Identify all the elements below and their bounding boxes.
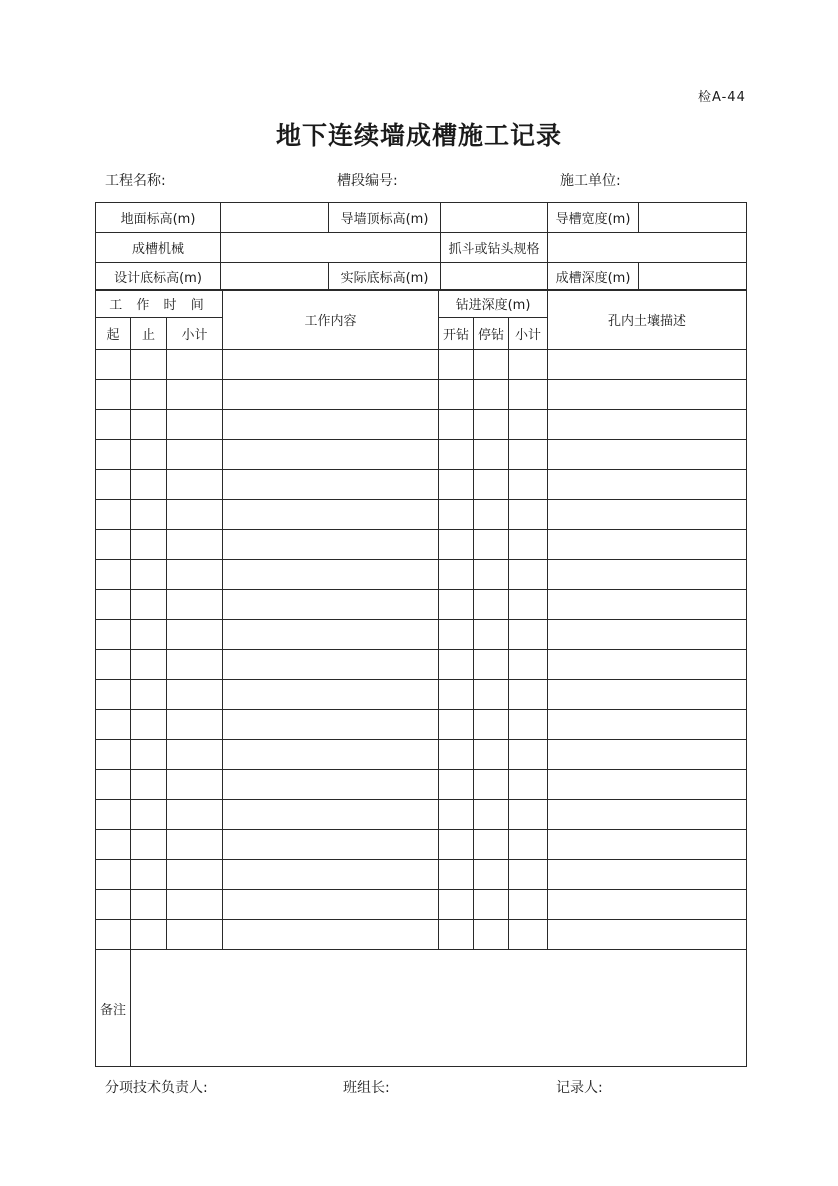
data-cell [439, 530, 474, 560]
data-cell [223, 800, 439, 830]
data-cell [509, 530, 548, 560]
data-cell [223, 530, 439, 560]
data-cell [167, 860, 223, 890]
data-cell [474, 920, 509, 950]
data-cell [548, 680, 747, 710]
data-cell [548, 350, 747, 380]
data-cell [509, 470, 548, 500]
data-cell [509, 500, 548, 530]
data-cell [167, 560, 223, 590]
data-cell [96, 470, 131, 500]
data-cell [223, 620, 439, 650]
data-row [96, 530, 747, 560]
data-cell [167, 410, 223, 440]
data-row [96, 470, 747, 500]
data-cell [131, 890, 167, 920]
data-cell [509, 560, 548, 590]
data-cell [548, 710, 747, 740]
data-row [96, 920, 747, 950]
data-cell [167, 380, 223, 410]
trenching-machine-label: 成槽机械 [96, 233, 221, 263]
data-cell [509, 650, 548, 680]
data-cell [439, 890, 474, 920]
record-table-body [96, 350, 747, 950]
info-row-bottoms [96, 263, 747, 291]
data-row [96, 380, 747, 410]
slot-number-label: 槽段编号: [337, 173, 398, 189]
data-cell [96, 680, 131, 710]
data-cell [548, 770, 747, 800]
data-cell [223, 860, 439, 890]
data-cell [223, 680, 439, 710]
remark-row [96, 950, 747, 1067]
drill-depth-header: 钻进深度(m) [439, 290, 548, 318]
data-cell [96, 650, 131, 680]
info-row-elevations [96, 203, 747, 233]
data-cell [439, 380, 474, 410]
guide-wall-top-elevation-label: 导墙顶标高(m) [329, 203, 441, 233]
form-code: 检A-44 [698, 90, 746, 105]
data-cell [167, 710, 223, 740]
data-cell [474, 710, 509, 740]
data-cell [548, 440, 747, 470]
data-cell [131, 650, 167, 680]
data-cell [223, 350, 439, 380]
data-cell [439, 860, 474, 890]
data-cell [548, 560, 747, 590]
data-cell [439, 440, 474, 470]
remark-value [131, 950, 747, 1067]
data-cell [509, 800, 548, 830]
data-cell [439, 350, 474, 380]
data-cell [167, 650, 223, 680]
data-cell [167, 740, 223, 770]
data-cell [439, 410, 474, 440]
data-cell [167, 680, 223, 710]
data-cell [223, 650, 439, 680]
data-cell [223, 770, 439, 800]
data-cell [509, 860, 548, 890]
data-cell [223, 410, 439, 440]
data-cell [439, 470, 474, 500]
data-cell [167, 500, 223, 530]
info-row-machine [96, 233, 747, 263]
data-cell [223, 470, 439, 500]
drill-subtotal-header: 小计 [509, 318, 548, 350]
data-cell [439, 740, 474, 770]
remark-label: 备注 [96, 950, 131, 1067]
guide-wall-top-elevation-value [441, 203, 548, 233]
data-cell [548, 380, 747, 410]
data-cell [131, 500, 167, 530]
data-cell [223, 560, 439, 590]
design-bottom-elevation-value [221, 263, 329, 291]
data-cell [474, 620, 509, 650]
data-row [96, 890, 747, 920]
data-cell [131, 860, 167, 890]
data-cell [96, 410, 131, 440]
data-row [96, 590, 747, 620]
data-cell [548, 470, 747, 500]
data-cell [509, 920, 548, 950]
subtotal-header: 小计 [167, 318, 223, 350]
actual-bottom-elevation-label: 实际底标高(m) [329, 263, 441, 291]
data-cell [167, 800, 223, 830]
guide-trench-width-label: 导槽宽度(m) [548, 203, 639, 233]
data-cell [548, 830, 747, 860]
data-cell [509, 620, 548, 650]
data-cell [474, 590, 509, 620]
work-time-header: 工 作 时 间 [96, 290, 223, 318]
data-cell [474, 530, 509, 560]
data-cell [509, 410, 548, 440]
data-cell [167, 620, 223, 650]
data-row [96, 440, 747, 470]
data-cell [167, 350, 223, 380]
data-cell [474, 740, 509, 770]
data-cell [131, 710, 167, 740]
data-cell [474, 380, 509, 410]
data-cell [131, 620, 167, 650]
data-row [96, 770, 747, 800]
data-cell [96, 440, 131, 470]
data-cell [474, 800, 509, 830]
data-cell [474, 860, 509, 890]
info-table [95, 202, 747, 291]
data-cell [96, 350, 131, 380]
data-cell [548, 800, 747, 830]
data-cell [509, 380, 548, 410]
data-row [96, 650, 747, 680]
data-row [96, 740, 747, 770]
data-cell [439, 590, 474, 620]
data-cell [96, 890, 131, 920]
data-cell [131, 560, 167, 590]
data-cell [474, 680, 509, 710]
data-cell [548, 590, 747, 620]
data-cell [509, 680, 548, 710]
data-cell [96, 770, 131, 800]
data-cell [131, 350, 167, 380]
data-cell [223, 440, 439, 470]
data-cell [131, 380, 167, 410]
data-cell [167, 470, 223, 500]
data-cell [548, 740, 747, 770]
data-cell [223, 920, 439, 950]
data-cell [509, 740, 548, 770]
recorder-label: 记录人: [556, 1080, 603, 1096]
data-cell [96, 530, 131, 560]
data-row [96, 500, 747, 530]
data-cell [131, 440, 167, 470]
data-cell [474, 410, 509, 440]
data-cell [548, 920, 747, 950]
data-cell [167, 590, 223, 620]
start-header: 起 [96, 318, 131, 350]
data-cell [167, 830, 223, 860]
design-bottom-elevation-label: 设计底标高(m) [96, 263, 221, 291]
data-cell [439, 560, 474, 590]
data-row [96, 350, 747, 380]
data-cell [223, 890, 439, 920]
data-cell [509, 770, 548, 800]
data-cell [96, 380, 131, 410]
trench-depth-label: 成槽深度(m) [548, 263, 639, 291]
data-row [96, 830, 747, 860]
trench-depth-value [639, 263, 747, 291]
data-cell [439, 620, 474, 650]
trenching-machine-value [221, 233, 441, 263]
data-cell [474, 470, 509, 500]
soil-description-header: 孔内土壤描述 [548, 290, 747, 350]
data-cell [96, 860, 131, 890]
tech-lead-label: 分项技术负责人: [105, 1080, 208, 1096]
data-cell [509, 590, 548, 620]
data-cell [223, 710, 439, 740]
data-cell [96, 920, 131, 950]
data-cell [96, 830, 131, 860]
data-cell [474, 770, 509, 800]
data-row [96, 710, 747, 740]
grab-or-bit-spec-label: 抓斗或钻头规格 [441, 233, 548, 263]
data-cell [131, 920, 167, 950]
data-cell [509, 890, 548, 920]
header-row-groups [96, 290, 747, 318]
ground-elevation-label: 地面标高(m) [96, 203, 221, 233]
data-cell [96, 590, 131, 620]
data-cell [96, 560, 131, 590]
data-cell [439, 500, 474, 530]
data-cell [131, 800, 167, 830]
data-cell [439, 770, 474, 800]
data-cell [96, 800, 131, 830]
data-row [96, 560, 747, 590]
data-cell [548, 650, 747, 680]
data-cell [223, 500, 439, 530]
data-cell [131, 530, 167, 560]
data-cell [223, 590, 439, 620]
data-cell [167, 440, 223, 470]
data-cell [474, 440, 509, 470]
data-cell [131, 680, 167, 710]
data-row [96, 680, 747, 710]
actual-bottom-elevation-value [441, 263, 548, 291]
project-name-label: 工程名称: [105, 173, 166, 189]
data-cell [167, 920, 223, 950]
data-cell [167, 530, 223, 560]
data-cell [439, 920, 474, 950]
data-cell [96, 710, 131, 740]
data-cell [548, 530, 747, 560]
construction-unit-label: 施工单位: [560, 173, 621, 189]
stop-header: 止 [131, 318, 167, 350]
team-leader-label: 班组长: [343, 1080, 390, 1096]
data-row [96, 410, 747, 440]
guide-trench-width-value [639, 203, 747, 233]
ground-elevation-value [221, 203, 329, 233]
page-title: 地下连续墙成槽施工记录 [275, 121, 562, 150]
data-cell [548, 890, 747, 920]
data-cell [509, 830, 548, 860]
grab-or-bit-spec-value [548, 233, 747, 263]
data-cell [223, 380, 439, 410]
data-cell [509, 350, 548, 380]
data-row [96, 800, 747, 830]
data-cell [96, 620, 131, 650]
data-cell [474, 830, 509, 860]
data-cell [96, 500, 131, 530]
work-content-header: 工作内容 [223, 290, 439, 350]
data-cell [474, 890, 509, 920]
data-row [96, 620, 747, 650]
data-cell [474, 350, 509, 380]
record-table [95, 289, 747, 1067]
data-cell [548, 620, 747, 650]
data-cell [439, 680, 474, 710]
data-cell [548, 860, 747, 890]
data-cell [223, 830, 439, 860]
drill-stop-header: 停钻 [474, 318, 509, 350]
drill-start-header: 开钻 [439, 318, 474, 350]
data-cell [439, 710, 474, 740]
data-cell [509, 440, 548, 470]
data-cell [548, 410, 747, 440]
data-cell [167, 770, 223, 800]
data-cell [474, 650, 509, 680]
data-cell [439, 650, 474, 680]
data-cell [167, 890, 223, 920]
data-cell [96, 740, 131, 770]
data-cell [439, 830, 474, 860]
data-cell [509, 710, 548, 740]
data-cell [223, 740, 439, 770]
data-cell [131, 470, 167, 500]
data-cell [439, 800, 474, 830]
data-cell [131, 770, 167, 800]
data-row [96, 860, 747, 890]
data-cell [131, 590, 167, 620]
data-cell [548, 500, 747, 530]
data-cell [131, 830, 167, 860]
data-cell [131, 740, 167, 770]
data-cell [474, 560, 509, 590]
data-cell [131, 410, 167, 440]
data-cell [474, 500, 509, 530]
